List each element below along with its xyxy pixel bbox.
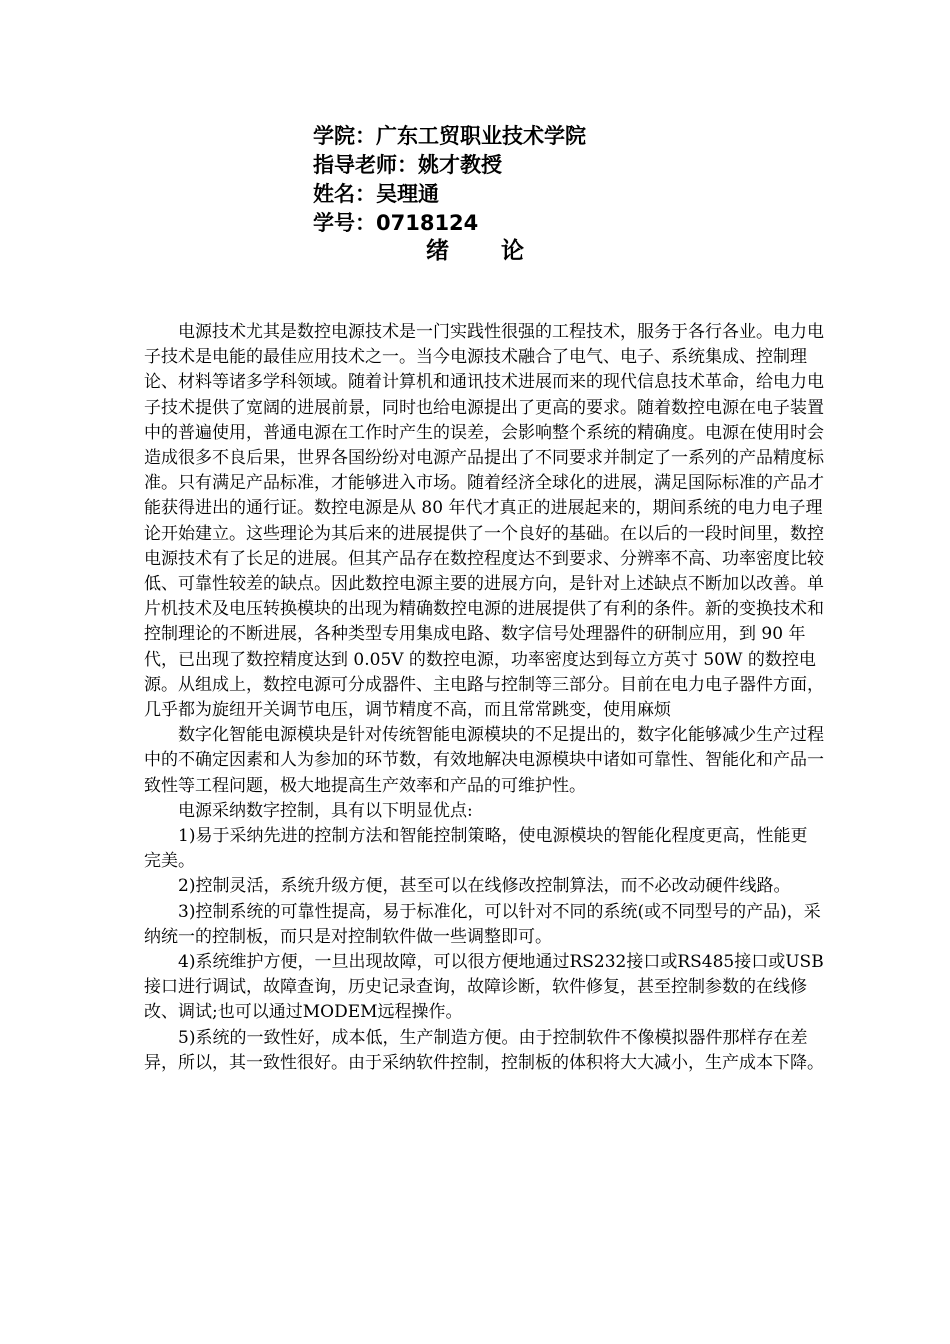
list-item: 2)控制灵活，系统升级方便，甚至可以在线修改控制算法，而不必改动硬件线路。 [178,876,791,897]
section-title: 绪论 [426,238,576,264]
list-item: 1)易于采纳先进的控制方法和智能控制策略，使电源模块的智能化程度更高，性能更完美。 [144,826,808,872]
author-info-block [313,122,586,238]
body-text [144,320,824,1076]
paragraph: 电源技术尤其是数控电源技术是一门实践性很强的工程技术，服务于各行各业。电力电子技术是电能的最佳应用技术之一。当今电源技术融合了电气、电子、系统集成、控制理论、材料等诸多学科领域。随着计算机和通讯技术进展而来的现代信息技术革命，给电力电子技术提供了宽阔的进展前景，同时也给电源提出了更高的要求。随着数控电源在电子装置中的普遍使用，普通电源在工作时产生的误差，会影响整个系统的精确度。电源在使用时会造成很多不良后果，世界各国纷纷对电源产品提出了不同要求并制定了一系列的产品精度标准。只有满足产品标准，才能够进入市场。随着经济全球化的进展，满足国际标准的产品才能获得进出的通行证。数控电源是从 80 年代才真正的进展起来的，期间系统的电力电子理论开始建立。这些理论为其后来的进展提供了一个良好的基础。在以后的一段时间里，数控电源技术有了长足的进展。但其产品存在数控程度达不到要求、分辨率不高、功率密度比较低、可靠性较差的缺点。因此数控电源主要的进展方向，是针对上述缺点不断加以改善。单片机技术及电压转换模块的出现为精确数控电源的进展提供了有利的条件。新的变换技术和控制理论的不断进展，各种类型专用集成电路、数字信号处理器件的研制应用，到 90 年代，已出现了数控精度达到 0.05V 的数控电源，功率密度达到每立方英寸 50W 的数控电源。从组成上，数控电源可分成器件、主电路与控制等三部分。目前在电力电子器件方面，几乎都为旋纽开关调节电压，调节精度不高，而且常常跳变，使用麻烦 [144,322,824,721]
list-item: 5)系统的一致性好，成本低，生产制造方便。由于控制软件不像模拟器件那样存在差异，所以，其一致性很好。由于采纳软件控制，控制板的体积将大大减小，生产成本下降。 [144,1027,824,1073]
paragraph: 电源采纳数字控制，具有以下明显优点: [178,800,473,821]
list-item: 4)系统维护方便，一旦出现故障，可以很方便地通过RS232接口或RS485接口或USB接口进行调试，故障查询，历史记录查询，故障诊断，软件修复，甚至控制参数的在线修改、调试;也可以通过MODEM远程操作。 [144,952,824,1023]
student-name-line: 姓名：吴理通 [313,182,439,206]
paragraph: 数字化智能电源模块是针对传统智能电源模块的不足提出的，数字化能够减少生产过程中的不确定因素和人为参加的环节数，有效地解决电源模块中诸如可靠性、智能化和产品一致性等工程问题，极大地提高生产效率和产品的可维护性。 [144,725,824,796]
list-item: 3)控制系统的可靠性提高，易于标准化，可以针对不同的系统(或不同型号的产品)，采纳统一的控制板，而只是对控制软件做一些调整即可。 [144,901,821,947]
student-id-line: 学号：0718124 [313,211,479,235]
advisor-line: 指导老师：姚才教授 [313,153,502,177]
college-line: 学院：广东工贸职业技术学院 [313,124,586,148]
